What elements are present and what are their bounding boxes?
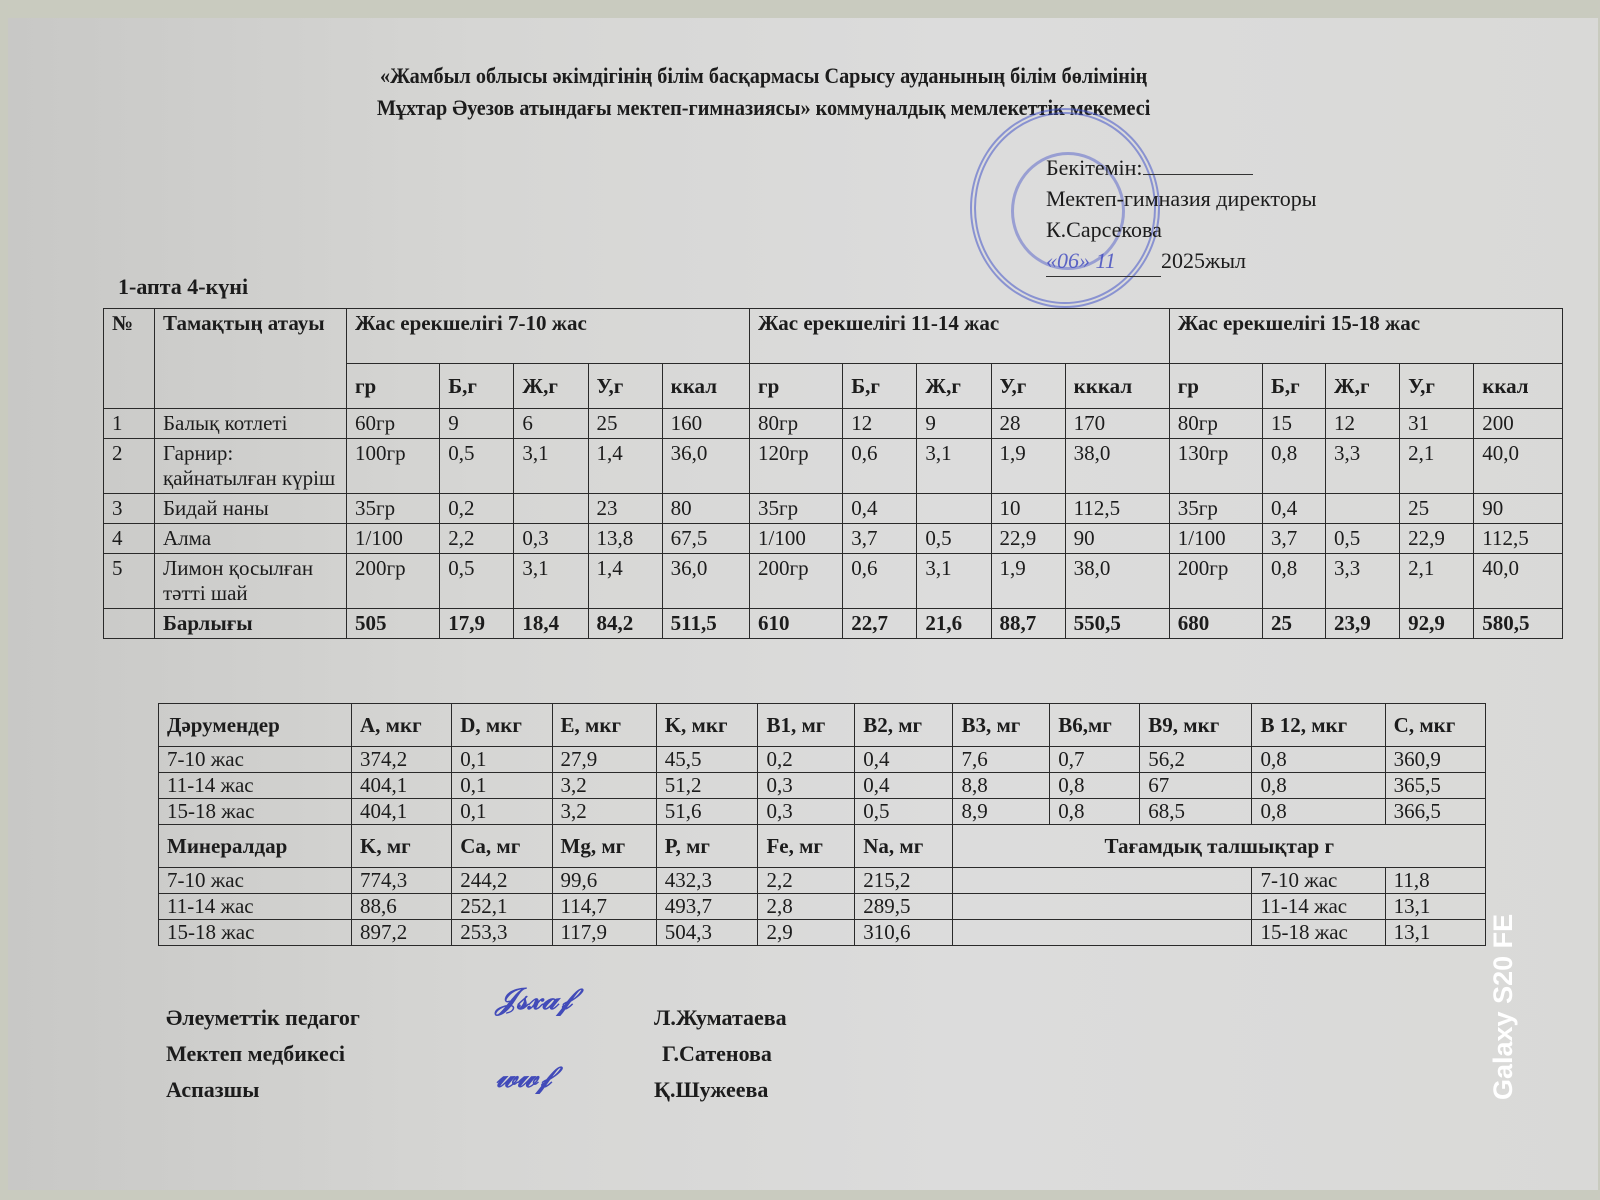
- nutrition-value: 6: [514, 409, 588, 439]
- menu-table: [103, 308, 1563, 639]
- vitamin-value: 51,2: [656, 773, 758, 799]
- sub-header: гр: [1169, 364, 1262, 409]
- empty-cell: [953, 868, 1252, 894]
- row-number: 3: [104, 494, 155, 524]
- vitamin-col-header: D, мкг: [452, 704, 552, 747]
- nutrition-value: 22,9: [1400, 524, 1474, 554]
- vitamins-minerals-table: [158, 703, 1486, 946]
- dish-name: Алма: [155, 524, 347, 554]
- vitamin-value: 3,2: [552, 799, 656, 825]
- nutrition-value: [917, 494, 991, 524]
- sub-header: Б,г: [440, 364, 514, 409]
- total-value: 18,4: [514, 609, 588, 639]
- total-value: 84,2: [588, 609, 662, 639]
- nutrition-value: 35гр: [1169, 494, 1262, 524]
- row-number: [104, 609, 155, 639]
- fiber-value: 11,8: [1385, 868, 1485, 894]
- total-value: 680: [1169, 609, 1262, 639]
- document-header: [0, 60, 1527, 124]
- nutrition-value: 0,4: [1263, 494, 1326, 524]
- fiber-value: 13,1: [1385, 894, 1485, 920]
- vitamin-value: 0,2: [758, 747, 855, 773]
- menu-row: [104, 439, 1563, 494]
- signature-name: Л.Жуматаева: [654, 1005, 787, 1030]
- total-value: 88,7: [991, 609, 1065, 639]
- vitamin-value: 0,8: [1050, 773, 1140, 799]
- sub-header: Ж,г: [1325, 364, 1399, 409]
- nutrition-value: 0,5: [440, 439, 514, 494]
- mineral-value: 215,2: [855, 868, 953, 894]
- row-number: 2: [104, 439, 155, 494]
- nutrition-value: 2,1: [1400, 439, 1474, 494]
- nutrition-value: 38,0: [1065, 439, 1169, 494]
- age-group: 11-14 жас: [159, 894, 352, 920]
- mineral-value: 310,6: [855, 920, 953, 946]
- mineral-value: 114,7: [552, 894, 656, 920]
- vitamin-value: 0,1: [452, 799, 552, 825]
- nutrition-value: 35гр: [347, 494, 440, 524]
- nutrition-value: 1,4: [588, 554, 662, 609]
- vitamin-value: 360,9: [1385, 747, 1485, 773]
- nutrition-value: 170: [1065, 409, 1169, 439]
- sub-header: Ж,г: [514, 364, 588, 409]
- nutrition-value: 12: [1325, 409, 1399, 439]
- approval-position: Мектеп-гимназия директоры: [1046, 186, 1317, 211]
- vitamin-value: 0,8: [1252, 773, 1385, 799]
- handwritten-signature-icon: 𝓌𝓌𝒻: [496, 1060, 551, 1095]
- nutrition-value: 112,5: [1065, 494, 1169, 524]
- nutrition-value: 80: [662, 494, 749, 524]
- nutrition-value: 3,1: [917, 554, 991, 609]
- sub-header: Ж,г: [917, 364, 991, 409]
- approval-date-handwritten: «06» 11: [1046, 245, 1161, 277]
- total-value: 580,5: [1474, 609, 1563, 639]
- nutrition-value: 1,4: [588, 439, 662, 494]
- vitamin-value: 51,6: [656, 799, 758, 825]
- total-row: [104, 609, 1563, 639]
- vitamin-value: 0,1: [452, 747, 552, 773]
- nutrition-value: 3,3: [1325, 554, 1399, 609]
- nutrition-value: 28: [991, 409, 1065, 439]
- menu-row: [104, 494, 1563, 524]
- nutrition-value: 2,2: [440, 524, 514, 554]
- mineral-value: 253,3: [452, 920, 552, 946]
- dish-name: Балық котлеті: [155, 409, 347, 439]
- age-group: 15-18 жас: [159, 920, 352, 946]
- vitamin-col-header: B1, мг: [758, 704, 855, 747]
- vitamin-value: 56,2: [1140, 747, 1252, 773]
- nutrition-value: 3,1: [514, 439, 588, 494]
- mineral-value: 774,3: [352, 868, 452, 894]
- mineral-col-header: Mg, мг: [552, 825, 656, 868]
- signatures-block: [166, 982, 866, 1108]
- nutrition-value: [514, 494, 588, 524]
- nutrition-value: 0,4: [843, 494, 917, 524]
- vitamin-row: [159, 773, 1486, 799]
- mineral-value: 99,6: [552, 868, 656, 894]
- total-value: 610: [750, 609, 843, 639]
- nutrition-value: 36,0: [662, 554, 749, 609]
- nutrition-value: 25: [588, 409, 662, 439]
- row-number: 1: [104, 409, 155, 439]
- vitamin-col-header: E, мкг: [552, 704, 656, 747]
- nutrition-value: 200гр: [750, 554, 843, 609]
- signature-row: [166, 982, 866, 1036]
- nutrition-value: 38,0: [1065, 554, 1169, 609]
- mineral-col-header: Ca, мг: [452, 825, 552, 868]
- signature-role: Мектеп медбикесі: [166, 1041, 345, 1066]
- mineral-value: 244,2: [452, 868, 552, 894]
- nutrition-value: 12: [843, 409, 917, 439]
- nutrition-value: 120гр: [750, 439, 843, 494]
- mineral-value: 88,6: [352, 894, 452, 920]
- empty-cell: [953, 920, 1252, 946]
- vitamin-value: 365,5: [1385, 773, 1485, 799]
- camera-watermark: Galaxy S20 FE: [1488, 913, 1518, 1100]
- vitamin-col-header: B6,мг: [1050, 704, 1140, 747]
- sub-header: Б,г: [1263, 364, 1326, 409]
- vitamin-col-header: B3, мг: [953, 704, 1050, 747]
- mineral-value: 504,3: [656, 920, 758, 946]
- nutrition-value: 80гр: [1169, 409, 1262, 439]
- vitamin-col-header: B2, мг: [855, 704, 953, 747]
- nutrition-value: 100гр: [347, 439, 440, 494]
- vitamin-value: 374,2: [352, 747, 452, 773]
- nutrition-value: 3,1: [514, 554, 588, 609]
- nutrition-value: 0,6: [843, 439, 917, 494]
- sub-header: ккал: [1474, 364, 1563, 409]
- sub-header: Б,г: [843, 364, 917, 409]
- vitamin-value: 404,1: [352, 773, 452, 799]
- sub-header: У,г: [991, 364, 1065, 409]
- mineral-value: 2,2: [758, 868, 855, 894]
- approval-name: К.Сарсекова: [1046, 217, 1162, 242]
- nutrition-value: 3,3: [1325, 439, 1399, 494]
- vitamin-value: 0,4: [855, 747, 953, 773]
- vitamin-col-header: C, мкг: [1385, 704, 1485, 747]
- sub-header: ккал: [662, 364, 749, 409]
- signature-role: Аспазшы: [166, 1077, 260, 1102]
- nutrition-value: 130гр: [1169, 439, 1262, 494]
- mineral-col-header: P, мг: [656, 825, 758, 868]
- mineral-value: 289,5: [855, 894, 953, 920]
- nutrition-value: 90: [1065, 524, 1169, 554]
- sub-header: У,г: [588, 364, 662, 409]
- age-group: 11-14 жас: [159, 773, 352, 799]
- col-header-dish-name: Тамақтың атауы: [155, 309, 347, 409]
- vitamin-value: 0,8: [1050, 799, 1140, 825]
- vitamin-value: 0,3: [758, 799, 855, 825]
- nutrition-value: 0,5: [440, 554, 514, 609]
- total-value: 550,5: [1065, 609, 1169, 639]
- nutrition-value: 13,8: [588, 524, 662, 554]
- mineral-value: 117,9: [552, 920, 656, 946]
- vitamin-col-header: K, мкг: [656, 704, 758, 747]
- mineral-value: 2,8: [758, 894, 855, 920]
- nutrition-value: 200гр: [1169, 554, 1262, 609]
- vitamin-value: 0,8: [1252, 799, 1385, 825]
- total-value: 511,5: [662, 609, 749, 639]
- mineral-value: 252,1: [452, 894, 552, 920]
- row-number: 4: [104, 524, 155, 554]
- nutrition-value: 0,2: [440, 494, 514, 524]
- total-value: 21,6: [917, 609, 991, 639]
- total-value: 17,9: [440, 609, 514, 639]
- signature-name: Г.Сатенова: [662, 1041, 772, 1066]
- total-value: 505: [347, 609, 440, 639]
- nutrition-value: [1325, 494, 1399, 524]
- director-signature-icon: [1143, 174, 1253, 175]
- mineral-row: [159, 894, 1486, 920]
- sub-header: У,г: [1400, 364, 1474, 409]
- mineral-col-header: Na, мг: [855, 825, 953, 868]
- vitamin-col-header: B 12, мкг: [1252, 704, 1385, 747]
- nutrition-value: 3,7: [843, 524, 917, 554]
- total-value: 23,9: [1325, 609, 1399, 639]
- menu-row: [104, 554, 1563, 609]
- nutrition-value: 0,3: [514, 524, 588, 554]
- col-header-no: №: [104, 309, 155, 409]
- nutrition-value: 0,8: [1263, 554, 1326, 609]
- menu-row: [104, 524, 1563, 554]
- nutrition-value: 112,5: [1474, 524, 1563, 554]
- nutrition-value: 0,6: [843, 554, 917, 609]
- vitamin-value: 0,4: [855, 773, 953, 799]
- nutrition-value: 36,0: [662, 439, 749, 494]
- nutrition-value: 67,5: [662, 524, 749, 554]
- signature-role: Әлеуметтік педагог: [166, 1005, 360, 1030]
- vitamin-value: 366,5: [1385, 799, 1485, 825]
- dish-name: Бидай наны: [155, 494, 347, 524]
- approval-block: [1046, 152, 1317, 277]
- header-line-2: Мұхтар Әуезов атындағы мектеп-гимназиясы» коммуналдық мемлекеттік мекемесі: [376, 95, 1151, 120]
- vitamin-value: 67: [1140, 773, 1252, 799]
- minerals-header: Минералдар: [159, 825, 352, 868]
- sub-header: гр: [750, 364, 843, 409]
- nutrition-value: 80гр: [750, 409, 843, 439]
- signature-name: Қ.Шужеева: [654, 1077, 769, 1102]
- nutrition-value: 160: [662, 409, 749, 439]
- dietary-fiber-header: Тағамдық талшықтар г: [953, 825, 1486, 868]
- mineral-value: 493,7: [656, 894, 758, 920]
- nutrition-value: 60гр: [347, 409, 440, 439]
- vitamin-row: [159, 747, 1486, 773]
- handwritten-signature-icon: 𝒥𝓈𝓍𝒶𝒻: [496, 982, 572, 1017]
- mineral-value: 897,2: [352, 920, 452, 946]
- nutrition-value: 15: [1263, 409, 1326, 439]
- mineral-row: [159, 868, 1486, 894]
- nutrition-value: 3,7: [1263, 524, 1326, 554]
- mineral-row: [159, 920, 1486, 946]
- age-group-header: Жас ерекшелігі 15-18 жас: [1169, 309, 1562, 364]
- nutrition-value: 31: [1400, 409, 1474, 439]
- mineral-col-header: Fe, мг: [758, 825, 855, 868]
- nutrition-value: 35гр: [750, 494, 843, 524]
- total-value: 25: [1263, 609, 1326, 639]
- nutrition-value: 90: [1474, 494, 1563, 524]
- nutrition-value: 25: [1400, 494, 1474, 524]
- fiber-value: 13,1: [1385, 920, 1485, 946]
- mineral-col-header: K, мг: [352, 825, 452, 868]
- nutrition-value: 23: [588, 494, 662, 524]
- vitamin-value: 0,7: [1050, 747, 1140, 773]
- vitamin-value: 7,6: [953, 747, 1050, 773]
- empty-cell: [953, 894, 1252, 920]
- vitamins-header: Дәрумендер: [159, 704, 352, 747]
- nutrition-value: 9: [917, 409, 991, 439]
- fiber-age-group: 7-10 жас: [1252, 868, 1385, 894]
- age-group: 7-10 жас: [159, 747, 352, 773]
- nutrition-value: 40,0: [1474, 554, 1563, 609]
- signature-row: [166, 1060, 866, 1108]
- age-group-header: Жас ерекшелігі 7-10 жас: [347, 309, 750, 364]
- dish-name: Лимон қосылған тәтті шай: [155, 554, 347, 609]
- menu-row: [104, 409, 1563, 439]
- row-number: 5: [104, 554, 155, 609]
- approval-label: Бекітемін:: [1046, 155, 1143, 180]
- nutrition-value: 0,8: [1263, 439, 1326, 494]
- nutrition-value: 200: [1474, 409, 1563, 439]
- nutrition-value: 2,1: [1400, 554, 1474, 609]
- vitamin-value: 3,2: [552, 773, 656, 799]
- dish-name: Гарнир: қайнатылған күріш: [155, 439, 347, 494]
- vitamin-col-header: B9, мкг: [1140, 704, 1252, 747]
- nutrition-value: 40,0: [1474, 439, 1563, 494]
- fiber-age-group: 11-14 жас: [1252, 894, 1385, 920]
- total-label: Барлығы: [155, 609, 347, 639]
- nutrition-value: 200гр: [347, 554, 440, 609]
- vitamin-row: [159, 799, 1486, 825]
- vitamin-value: 8,9: [953, 799, 1050, 825]
- vitamin-value: 45,5: [656, 747, 758, 773]
- nutrition-value: 0,5: [1325, 524, 1399, 554]
- nutrition-value: 9: [440, 409, 514, 439]
- nutrition-value: 10: [991, 494, 1065, 524]
- age-group-header: Жас ерекшелігі 11-14 жас: [750, 309, 1170, 364]
- nutrition-value: 0,5: [917, 524, 991, 554]
- nutrition-value: 1/100: [347, 524, 440, 554]
- sub-header: кккал: [1065, 364, 1169, 409]
- mineral-value: 2,9: [758, 920, 855, 946]
- header-line-1: «Жамбыл облысы әкімдігінің білім басқармасы Сарысу ауданының білім бөлімінің: [379, 63, 1148, 88]
- nutrition-value: 3,1: [917, 439, 991, 494]
- vitamin-value: 0,5: [855, 799, 953, 825]
- sub-header: гр: [347, 364, 440, 409]
- vitamin-value: 0,8: [1252, 747, 1385, 773]
- nutrition-value: 1,9: [991, 554, 1065, 609]
- vitamin-value: 27,9: [552, 747, 656, 773]
- age-group: 15-18 жас: [159, 799, 352, 825]
- vitamin-value: 68,5: [1140, 799, 1252, 825]
- vitamin-value: 8,8: [953, 773, 1050, 799]
- nutrition-value: 1,9: [991, 439, 1065, 494]
- week-day-label: 1-апта 4-күні: [118, 274, 249, 299]
- nutrition-value: 22,9: [991, 524, 1065, 554]
- vitamin-value: 0,3: [758, 773, 855, 799]
- total-value: 92,9: [1400, 609, 1474, 639]
- vitamin-value: 0,1: [452, 773, 552, 799]
- total-value: 22,7: [843, 609, 917, 639]
- fiber-age-group: 15-18 жас: [1252, 920, 1385, 946]
- mineral-value: 432,3: [656, 868, 758, 894]
- nutrition-value: 1/100: [750, 524, 843, 554]
- nutrition-value: 1/100: [1169, 524, 1262, 554]
- vitamin-value: 404,1: [352, 799, 452, 825]
- vitamin-col-header: A, мкг: [352, 704, 452, 747]
- approval-year: 2025жыл: [1161, 248, 1246, 273]
- age-group: 7-10 жас: [159, 868, 352, 894]
